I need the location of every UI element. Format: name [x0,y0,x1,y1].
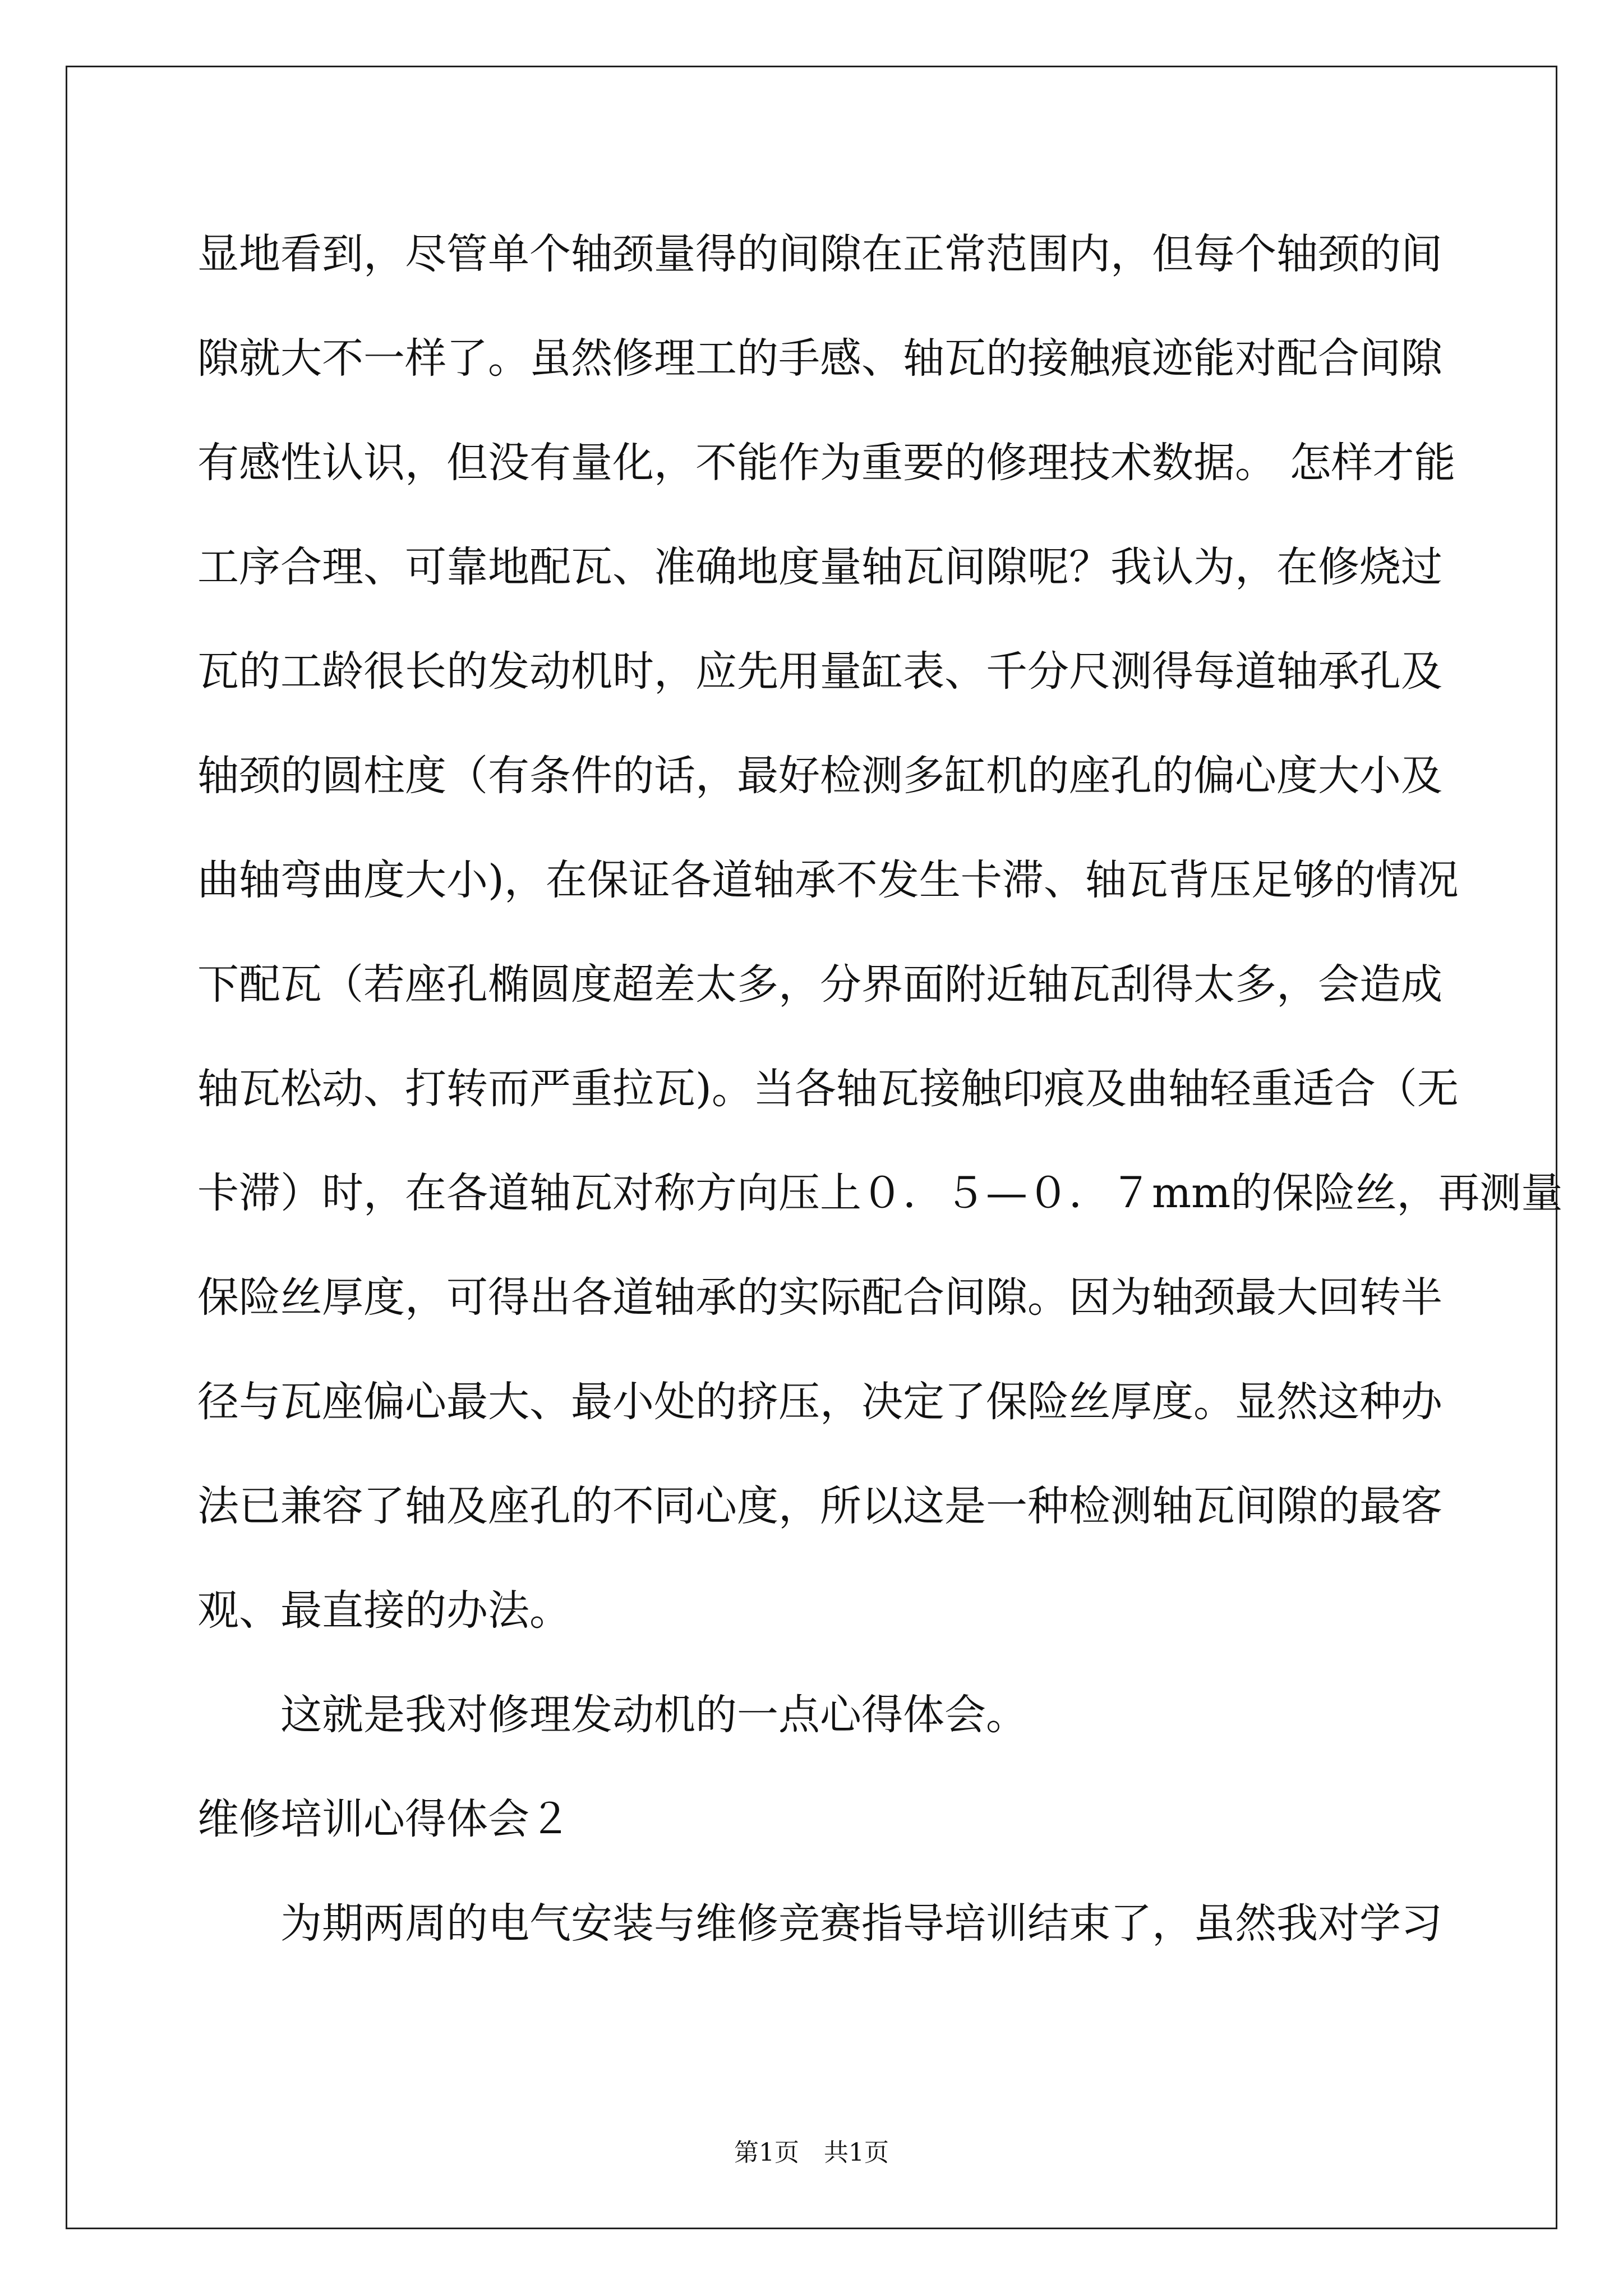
text-line: 径与瓦座偏心最大、最小处的挤压，决定了保险丝厚度。显然这种办 [197,1378,1442,1426]
text-line: 观、最直接的办法。 [197,1586,571,1635]
page-footer: 第1页 共1页 [734,2138,889,2167]
text-line: 轴颈的圆柱度（有条件的话，最好检测多缸机的座孔的偏心度大小及 [197,752,1442,800]
text-line: 显地看到，尽管单个轴颈量得的间隙在正常范围内，但每个轴颈的间 [197,230,1442,278]
document-body [197,202,1563,1976]
text-line: 曲轴弯曲度大小)，在保证各道轴承不发生卡滞、轴瓦背压足够的情况 [197,856,1459,904]
text-line: 隙就大不一样了。虽然修理工的手感、轴瓦的接触痕迹能对配合间隙 [197,334,1442,383]
text-line: 保险丝厚度，可得出各道轴承的实际配合间隙。因为轴颈最大回转半 [197,1273,1442,1322]
section-heading: 维修培训心得体会２ [197,1795,571,1843]
text-line: 卡滞）时，在各道轴瓦对称方向压上０．５—０．７mm的保险丝，再测量 [197,1169,1563,1217]
text-line: 瓦的工龄很长的发动机时，应先用量缸表、千分尺测得每道轴承孔及 [197,647,1442,696]
paragraph-conclusion: 这就是我对修理发动机的一点心得体会。 [280,1691,1027,1739]
paragraph-intro: 为期两周的电气安装与维修竞赛指导培训结束了，虽然我对学习 [280,1899,1442,1948]
text-line: 下配瓦（若座孔椭圆度超差太多，分界面附近轴瓦刮得太多，会造成 [197,960,1442,1009]
text-line: 轴瓦松动、打转而严重拉瓦)。当各轴瓦接触印痕及曲轴轻重适合（无 [197,1065,1459,1113]
text-line: 法已兼容了轴及座孔的不同心度，所以这是一种检测轴瓦间隙的最客 [197,1482,1442,1530]
text-line: 有感性认识，但没有量化，不能作为重要的修理技术数据。 怎样才能 [197,439,1456,487]
text-line: 工序合理、可靠地配瓦、准确地度量轴瓦间隙呢？我认为，在修烧过 [197,543,1442,591]
